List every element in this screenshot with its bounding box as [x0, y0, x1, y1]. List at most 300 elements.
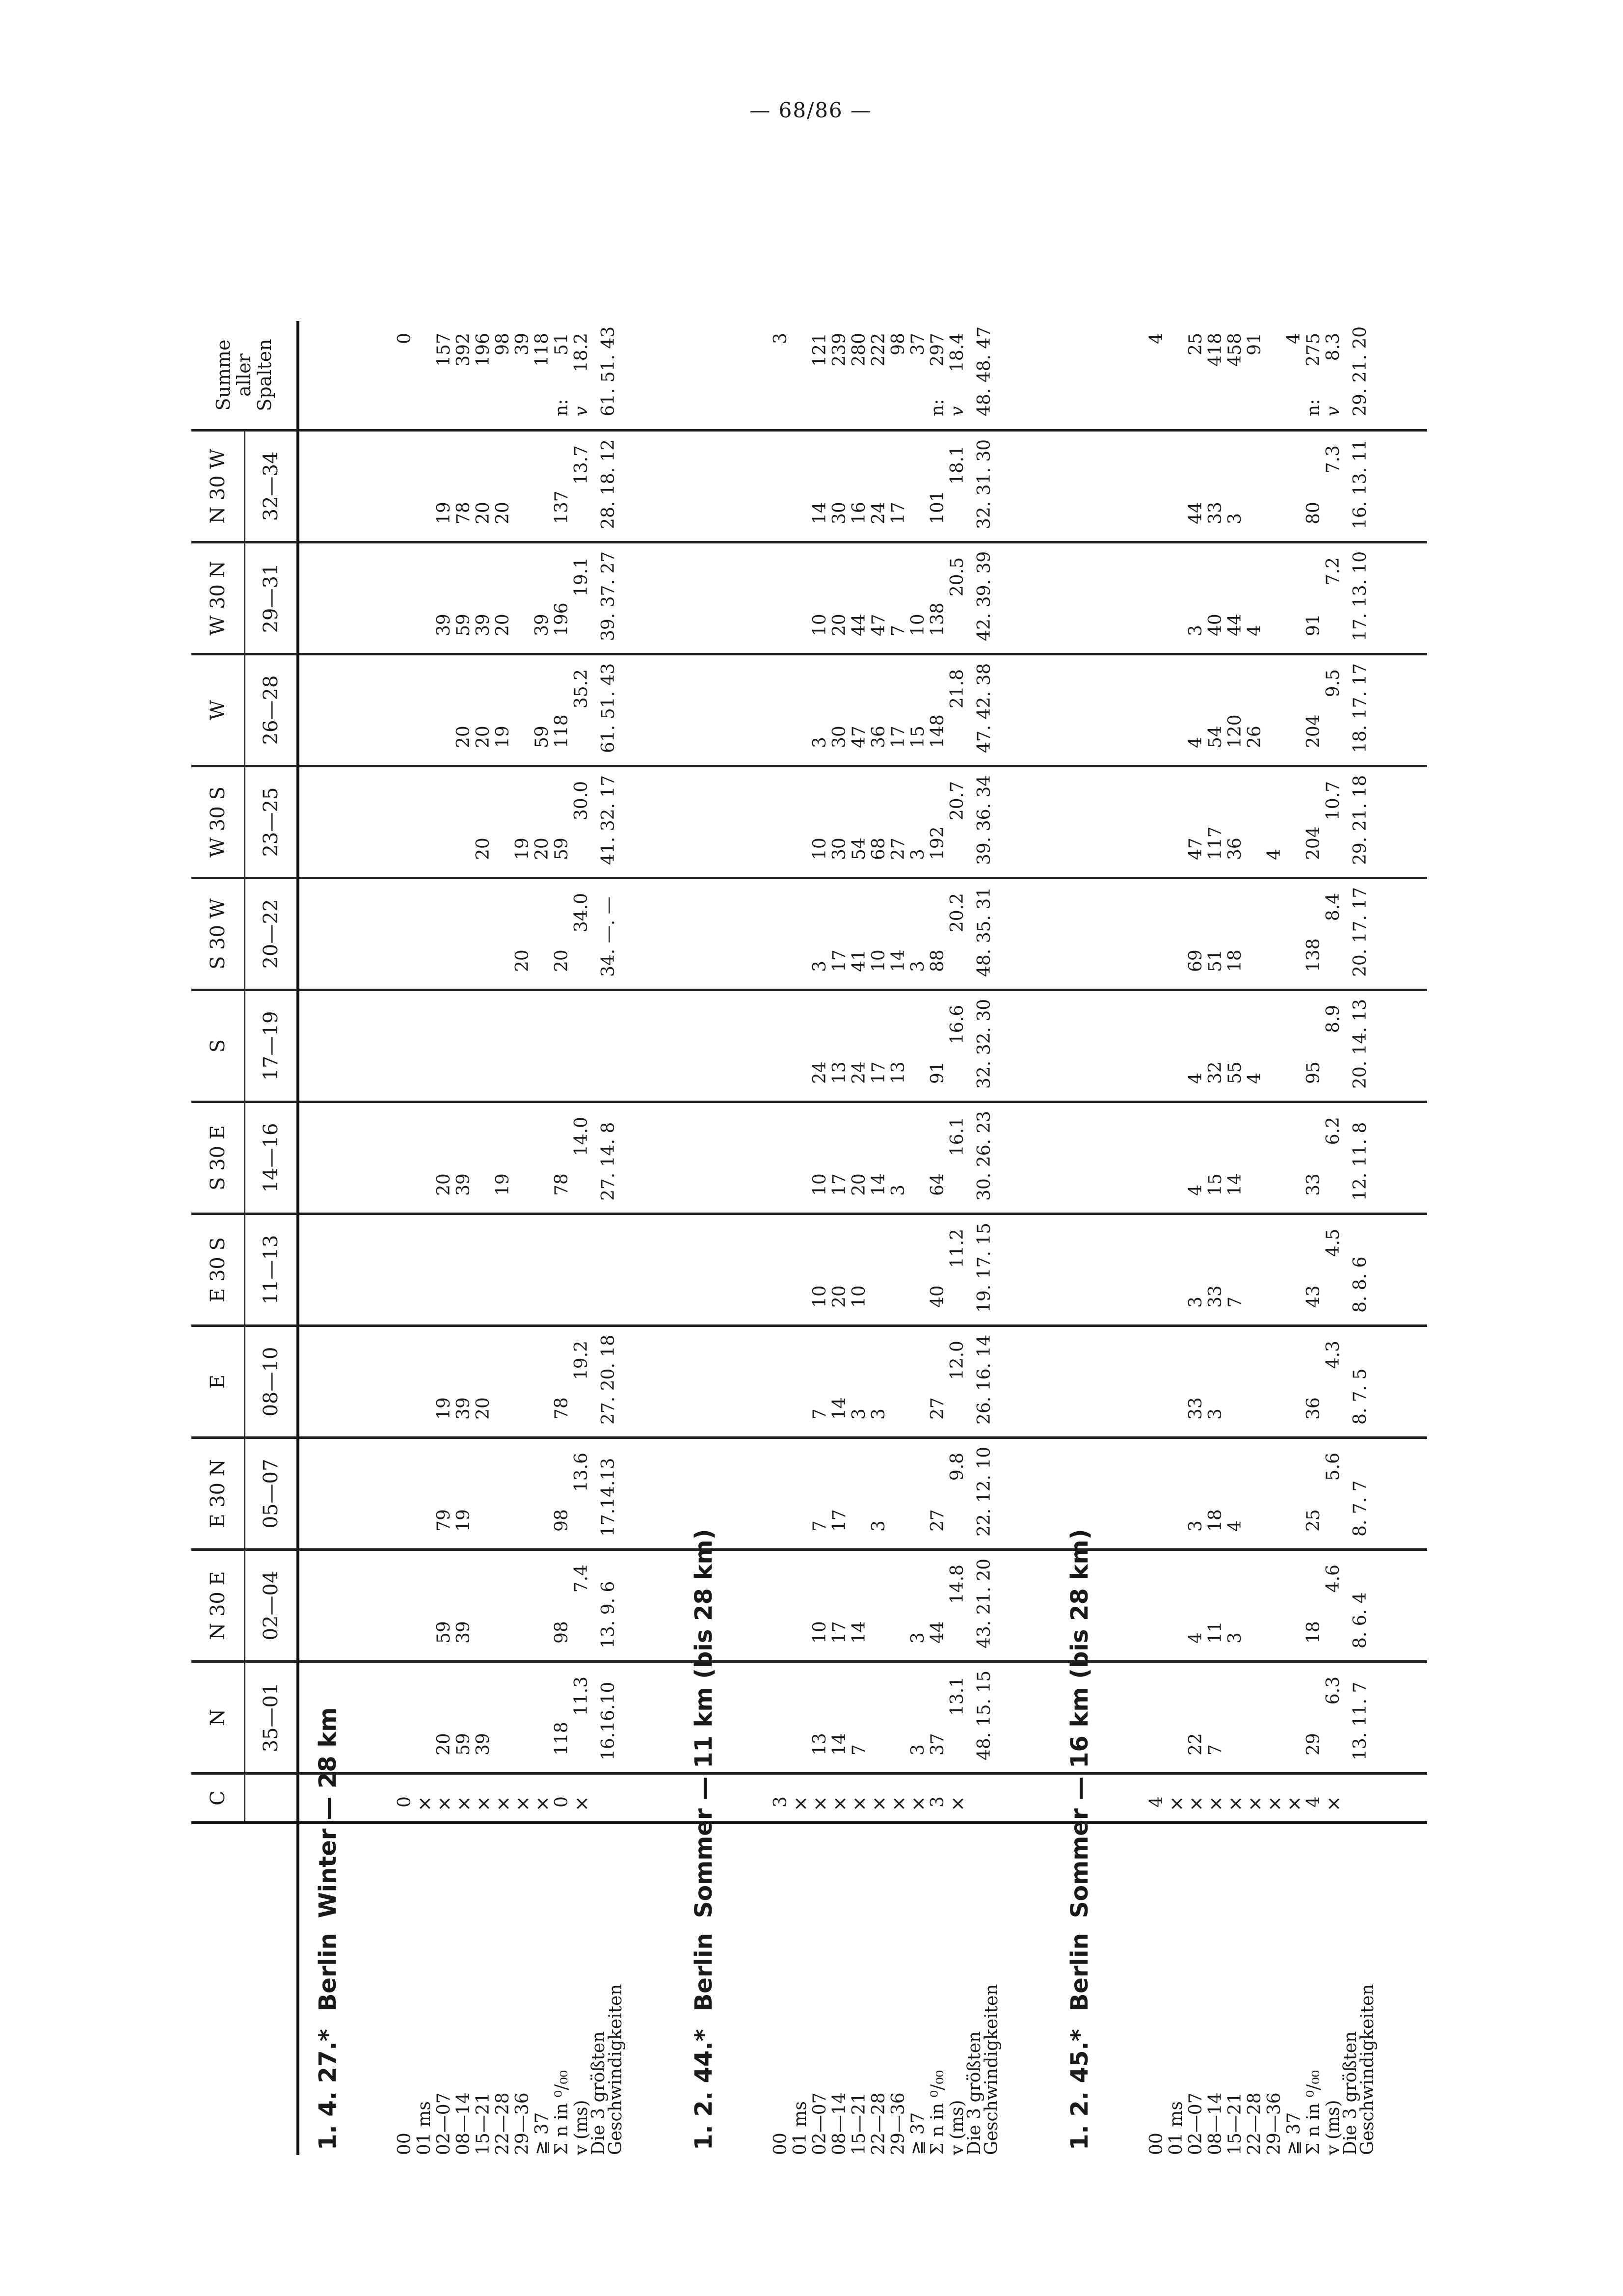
table-cell: 17 [829, 1621, 850, 1644]
calm-value: 0 [395, 1796, 415, 1808]
table-cell: 10 [810, 1173, 830, 1196]
mean-speed: 8.9 [1323, 1005, 1343, 1033]
direction-column [1051, 1548, 1427, 1660]
table-cell: 118 [552, 714, 572, 748]
row-label: 22—28 [869, 2092, 889, 2155]
top3-speeds: 48. 15. 15 [974, 1670, 994, 1760]
table-cell: 118 [552, 1722, 572, 1756]
table-cell: 64 [928, 1173, 948, 1196]
row-label: 01 ms [790, 2101, 810, 2155]
table-cell: 17 [888, 726, 908, 748]
row-label: v (ms) [1323, 2100, 1343, 2155]
mean-speed: 6.2 [1323, 1117, 1343, 1145]
top3-speeds: 17. 13. 10 [1350, 551, 1370, 641]
summe-v-label: v [571, 406, 591, 416]
table-cell: 138 [1304, 938, 1324, 972]
row-label: 01 ms [1166, 2101, 1186, 2155]
table-cell: 32 [1205, 1061, 1225, 1084]
mean-speed: 20.2 [947, 893, 967, 933]
summe-top3: 48. 48. 47 [974, 326, 994, 416]
top3-speeds: 16. 13. 11 [1350, 439, 1370, 529]
table-cell: 192 [928, 826, 948, 860]
top3-speeds: 26. 16. 14 [974, 1334, 994, 1425]
table-cell: 30 [829, 837, 850, 860]
direction-column [299, 653, 675, 765]
table-cell: 7 [810, 1408, 830, 1420]
summe-cell: 275 [1304, 333, 1324, 367]
table-cell: 36 [1304, 1397, 1324, 1420]
table-cell: 27 [928, 1509, 948, 1532]
row-label: Geschwindigkeiten [1357, 1984, 1378, 2155]
table-cell: 24 [810, 1061, 830, 1084]
table-cell: 69 [1186, 949, 1206, 972]
summe-cell: 3 [771, 333, 791, 344]
table-cell: 10 [908, 614, 928, 636]
table-cell: 39 [453, 1173, 474, 1196]
table-cell: 79 [434, 1509, 454, 1532]
summe-cell: 37 [908, 333, 928, 355]
top3-speeds: 29. 21. 18 [1350, 775, 1370, 865]
table-cell: 15 [1205, 1173, 1225, 1196]
table-cell: 13 [810, 1733, 830, 1756]
table-cell: 33 [1304, 1173, 1324, 1196]
block-place: Berlin [1066, 1933, 1093, 2012]
summe-cell: 392 [453, 333, 474, 367]
row-label: 08—14 [453, 2092, 474, 2155]
mean-speed: 19.2 [571, 1341, 591, 1380]
summe-n-label: n: [1304, 399, 1324, 416]
no-wind-mark: × [453, 1796, 475, 1811]
direction-column [299, 1324, 675, 1436]
calm-value: 0 [552, 1796, 572, 1808]
top3-speeds: 34. —. — [598, 896, 618, 977]
direction-column [299, 877, 675, 989]
summe-cell: 280 [849, 333, 869, 367]
table-cell: 88 [928, 949, 948, 972]
table-cell: 20 [473, 837, 493, 860]
table-cell: 39 [434, 614, 454, 636]
block-date: 1. 2. 45.* [1066, 2029, 1093, 2150]
header-direction-10: W [191, 653, 245, 765]
table-cell: 14 [829, 1397, 850, 1420]
header-range-6: 14—16 [245, 1101, 299, 1213]
mean-speed: 13.1 [947, 1676, 967, 1716]
row-label: 22—28 [493, 2092, 513, 2155]
header-summe: Summe aller Spalten [191, 321, 299, 429]
table-cell: 4 [1186, 737, 1206, 748]
table-cell: 138 [928, 602, 948, 636]
summe-cell: 297 [928, 333, 948, 367]
top3-speeds: 27. 20. 18 [598, 1334, 618, 1425]
table-cell: 43 [1304, 1285, 1324, 1308]
mean-speed: 6.3 [1323, 1676, 1343, 1705]
table-cell: 39 [453, 1621, 474, 1644]
table-cell: 7 [849, 1744, 869, 1756]
top3-speeds: 17.14.13 [598, 1458, 618, 1537]
table-cell: 7 [888, 625, 908, 636]
table-cell: 148 [928, 714, 948, 748]
direction-column [675, 653, 1051, 765]
header-range-11: 29—31 [245, 541, 299, 653]
header-direction-8: S 30 W [191, 877, 245, 989]
row-label: v (ms) [571, 2100, 591, 2155]
table-cell: 20 [512, 949, 532, 972]
summe-cell: 458 [1225, 333, 1245, 367]
direction-column [675, 541, 1051, 653]
header-range-5: 11—13 [245, 1213, 299, 1324]
column-c [1051, 1772, 1427, 1821]
top3-speeds: 13. 11. 7 [1350, 1681, 1370, 1760]
table-cell: 18 [1304, 1621, 1324, 1644]
table-cell: 14 [810, 502, 830, 524]
header-range-0 [245, 1772, 299, 1821]
calm-value: 4 [1304, 1796, 1324, 1808]
table-cell: 20 [493, 502, 513, 524]
table-cell: 16 [849, 502, 869, 524]
table-cell: 33 [1205, 1285, 1225, 1308]
table-cell: 20 [849, 1173, 869, 1196]
no-wind-mark: × [571, 1796, 592, 1811]
table-cell: 14 [1225, 1173, 1245, 1196]
direction-column [299, 1101, 675, 1213]
table-cell: 59 [434, 1621, 454, 1644]
table-cell: 19 [512, 837, 532, 860]
row-label: 00 [1146, 2133, 1167, 2155]
no-wind-mark: × [1205, 1796, 1226, 1811]
table-cell: 44 [849, 614, 869, 636]
top3-speeds: 8. 8. 6 [1350, 1256, 1370, 1313]
table-cell: 204 [1304, 714, 1324, 748]
direction-column [1051, 1213, 1427, 1324]
direction-column [675, 1324, 1051, 1436]
mean-speed: 7.2 [1323, 557, 1343, 586]
table-cell: 20 [434, 1173, 454, 1196]
table-cell: 26 [1245, 726, 1265, 748]
top3-speeds: 13. 9. 6 [598, 1581, 618, 1648]
block-place: Berlin [690, 1933, 718, 2012]
top3-speeds: 32. 31. 30 [974, 439, 994, 529]
no-wind-mark: × [947, 1796, 968, 1811]
table-cell: 3 [810, 737, 830, 748]
summe-top3: 29. 21. 20 [1350, 326, 1370, 416]
header-range-3: 05—07 [245, 1436, 299, 1548]
table-cell: 3 [869, 1408, 889, 1420]
top3-speeds: 19. 17. 15 [974, 1222, 994, 1313]
summe-cell: 0 [395, 333, 415, 344]
mean-speed: 18.1 [947, 445, 967, 485]
direction-column [299, 1213, 675, 1324]
table-cell: 204 [1304, 826, 1324, 860]
table-cell: 27 [888, 837, 908, 860]
direction-column [1051, 877, 1427, 989]
direction-column [1051, 429, 1427, 541]
direction-column [675, 1660, 1051, 1772]
mean-speed: 13.6 [571, 1453, 591, 1492]
table-cell: 17 [829, 1509, 850, 1532]
top3-speeds: 20. 14. 13 [1350, 999, 1370, 1089]
row-label: ≧ 37 [908, 2112, 928, 2155]
top3-speeds: 27. 14. 8 [598, 1122, 618, 1201]
table-cell: 98 [552, 1621, 572, 1644]
table-cell: 80 [1304, 502, 1324, 524]
direction-column [299, 1548, 675, 1660]
direction-column [1051, 1660, 1427, 1772]
top3-speeds: 28. 18. 12 [598, 439, 618, 529]
top3-speeds: 8. 7. 7 [1350, 1480, 1370, 1537]
header-range-4: 08—10 [245, 1324, 299, 1436]
row-label: 15—21 [1225, 2092, 1245, 2155]
header-range-10: 26—28 [245, 653, 299, 765]
row-label: 29—36 [512, 2092, 532, 2155]
table-cell: 4 [1225, 1520, 1245, 1532]
table-cell: 20 [532, 837, 552, 860]
header-range-12: 32—34 [245, 429, 299, 541]
table-cell: 39 [532, 614, 552, 636]
table-cell: 47 [849, 726, 869, 748]
mean-speed: 19.1 [571, 557, 591, 597]
block-season: Sommer — 16 km (bis 28 km) [1066, 1529, 1093, 1918]
table-cell: 14 [869, 1173, 889, 1196]
table-cell: 4 [1186, 1632, 1206, 1644]
header-direction-7: S [191, 989, 245, 1101]
row-label: 01 ms [414, 2101, 434, 2155]
table-cell: 137 [552, 490, 572, 524]
table-cell: 41 [849, 949, 869, 972]
direction-column [675, 1548, 1051, 1660]
row-label: 00 [395, 2133, 415, 2155]
summe-cell: 98 [888, 333, 908, 355]
table-cell: 3 [908, 849, 928, 860]
top3-speeds: 43. 21. 20 [974, 1558, 994, 1648]
column-c [675, 1772, 1051, 1821]
header-direction-9: W 30 S [191, 765, 245, 877]
direction-column [299, 765, 675, 877]
mean-speed: 4.3 [1323, 1341, 1343, 1369]
direction-column [675, 1101, 1051, 1213]
no-wind-mark: × [1185, 1796, 1207, 1811]
top3-speeds: 39. 36. 34 [974, 775, 994, 865]
row-label: 29—36 [888, 2092, 908, 2155]
no-wind-mark: × [1264, 1796, 1285, 1811]
top3-speeds: 32. 32. 30 [974, 999, 994, 1089]
table-cell: 7 [810, 1520, 830, 1532]
no-wind-mark: × [829, 1796, 851, 1811]
top3-speeds: 42. 39. 39 [974, 551, 994, 641]
table-cell: 14 [888, 949, 908, 972]
header-direction-11: W 30 N [191, 541, 245, 653]
top3-speeds: 30. 26. 23 [974, 1110, 994, 1201]
table-cell: 10 [810, 837, 830, 860]
table-cell: 95 [1304, 1061, 1324, 1084]
row-label: ≧ 37 [1284, 2112, 1304, 2155]
summe-n-label: n: [928, 399, 948, 416]
mean-speed: 10.7 [1323, 781, 1343, 821]
top3-speeds: 39. 37. 27 [598, 551, 618, 641]
direction-column [1051, 989, 1427, 1101]
mean-speed: 12.0 [947, 1341, 967, 1380]
table-cell: 59 [532, 726, 552, 748]
row-label: 15—21 [849, 2092, 869, 2155]
table-cell: 68 [869, 837, 889, 860]
table-cell: 120 [1225, 714, 1245, 748]
mean-speed: 21.8 [947, 669, 967, 709]
table-cell: 10 [849, 1285, 869, 1308]
top3-speeds: 18. 17. 17 [1350, 663, 1370, 753]
mean-speed: 20.5 [947, 557, 967, 597]
table-cell: 20 [829, 614, 850, 636]
table-cell: 19 [434, 1397, 454, 1420]
block-place: Berlin [314, 1933, 342, 2012]
table-cell: 59 [453, 1733, 474, 1756]
calm-value: 3 [928, 1796, 948, 1808]
table-cell: 39 [473, 614, 493, 636]
summe-n-label: n: [552, 399, 572, 416]
mean-speed: 7.3 [1323, 445, 1343, 474]
header-range-9: 23—25 [245, 765, 299, 877]
table-cell: 27 [928, 1397, 948, 1420]
table-cell: 20 [552, 949, 572, 972]
table-cell: 3 [869, 1520, 889, 1532]
direction-column [675, 877, 1051, 989]
table-cell: 19 [453, 1509, 474, 1532]
direction-column [299, 541, 675, 653]
summe-cell: 196 [473, 333, 493, 367]
summe-top3: 61. 51. 43 [598, 326, 618, 416]
table-cell: 18 [1205, 1509, 1225, 1532]
direction-column [1051, 1436, 1427, 1548]
table-cell: 4 [1186, 1073, 1206, 1084]
table-cell: 47 [869, 614, 889, 636]
table-cell: 19 [493, 726, 513, 748]
direction-column [675, 1436, 1051, 1548]
no-wind-mark: × [868, 1796, 890, 1811]
table-cell: 3 [1186, 1297, 1206, 1308]
header-direction-4: E [191, 1324, 245, 1436]
direction-column [299, 429, 675, 541]
table-cell: 33 [1205, 502, 1225, 524]
top3-speeds: 12. 11. 8 [1350, 1122, 1370, 1201]
header-direction-12: N 30 W [191, 429, 245, 541]
header-corner [191, 1821, 299, 2155]
summe-column [299, 321, 675, 429]
no-wind-mark: × [414, 1796, 435, 1811]
row-label: v (ms) [947, 2100, 967, 2155]
summe-cell: 91 [1245, 333, 1265, 355]
table-cell: 117 [1205, 826, 1225, 860]
table-cell: 39 [473, 1733, 493, 1756]
table-cell: 24 [849, 1061, 869, 1084]
direction-column [1051, 1101, 1427, 1213]
table-cell: 40 [1205, 614, 1225, 636]
row-label: Die 3 größten [1340, 2031, 1360, 2155]
header-direction-1: N [191, 1660, 245, 1772]
table-cell: 78 [453, 502, 474, 524]
direction-column [675, 765, 1051, 877]
header-range-7: 17—19 [245, 989, 299, 1101]
mean-speed: 14.0 [571, 1117, 591, 1157]
table-cell: 11 [1205, 1621, 1225, 1644]
no-wind-mark: × [790, 1796, 811, 1811]
mean-speed: 16.6 [947, 1005, 967, 1045]
table-cell: 98 [552, 1509, 572, 1532]
table-cell: 13 [829, 1061, 850, 1084]
top3-speeds: 48. 35. 31 [974, 887, 994, 977]
table-cell: 36 [1225, 837, 1245, 860]
row-label: ≧ 37 [532, 2112, 552, 2155]
summe-mean-speed: 18.4 [947, 333, 967, 373]
summe-v-label: v [1323, 406, 1343, 416]
table-cell: 44 [1186, 502, 1206, 524]
summe-cell: 51 [552, 333, 572, 355]
table-cell: 54 [849, 837, 869, 860]
table-cell: 20 [473, 502, 493, 524]
mean-speed: 5.6 [1323, 1453, 1343, 1481]
direction-column [1051, 765, 1427, 877]
table-cell: 17 [888, 502, 908, 524]
table-cell: 37 [928, 1733, 948, 1756]
row-label: 08—14 [829, 2092, 850, 2155]
table-cell: 20 [473, 1397, 493, 1420]
top3-speeds: 47. 42. 38 [974, 663, 994, 753]
table-cell: 10 [810, 1285, 830, 1308]
table-cell: 10 [810, 1621, 830, 1644]
table-cell: 20 [493, 614, 513, 636]
table-cell: 3 [1225, 1632, 1245, 1644]
summe-mean-speed: 8.3 [1323, 333, 1343, 361]
direction-column [299, 989, 675, 1101]
table-cell: 59 [552, 837, 572, 860]
table-cell: 39 [453, 1397, 474, 1420]
table-cell: 19 [434, 502, 454, 524]
header-range-2: 02—04 [245, 1548, 299, 1660]
direction-column [1051, 653, 1427, 765]
mean-speed: 16.1 [947, 1117, 967, 1157]
no-wind-mark: × [473, 1796, 494, 1811]
table-cell: 7 [1225, 1297, 1245, 1308]
wind-statistics-table [191, 321, 1427, 2155]
table-cell: 15 [908, 726, 928, 748]
summe-cell: 4 [1284, 333, 1304, 344]
table-cell: 20 [453, 726, 474, 748]
summe-cell: 25 [1186, 333, 1206, 355]
mean-speed: 14.8 [947, 1565, 967, 1604]
direction-column [675, 989, 1051, 1101]
table-cell: 4 [1186, 1185, 1206, 1196]
table-cell: 30 [829, 726, 850, 748]
summe-cell: 98 [493, 333, 513, 355]
table-cell: 3 [908, 1744, 928, 1756]
table-cell: 17 [869, 1061, 889, 1084]
no-wind-mark: × [1283, 1796, 1305, 1811]
summe-cell: 4 [1146, 333, 1167, 344]
table-cell: 4 [1245, 625, 1265, 636]
mean-speed: 4.5 [1323, 1229, 1343, 1257]
row-label: 00 [771, 2133, 791, 2155]
table-cell: 54 [1205, 726, 1225, 748]
no-wind-mark: × [492, 1796, 514, 1811]
column-c [299, 1772, 675, 1821]
table-cell: 17 [829, 1173, 850, 1196]
summe-cell: 121 [810, 333, 830, 367]
header-direction-2: N 30 E [191, 1548, 245, 1660]
row-label: Σ n in ⁰/₀₀ [928, 2070, 948, 2155]
table-cell: 17 [829, 949, 850, 972]
table-cell: 91 [928, 1061, 948, 1084]
no-wind-mark: × [1224, 1796, 1246, 1811]
table-cell: 19 [493, 1173, 513, 1196]
row-label: Σ n in ⁰/₀₀ [552, 2070, 572, 2155]
direction-column [675, 429, 1051, 541]
